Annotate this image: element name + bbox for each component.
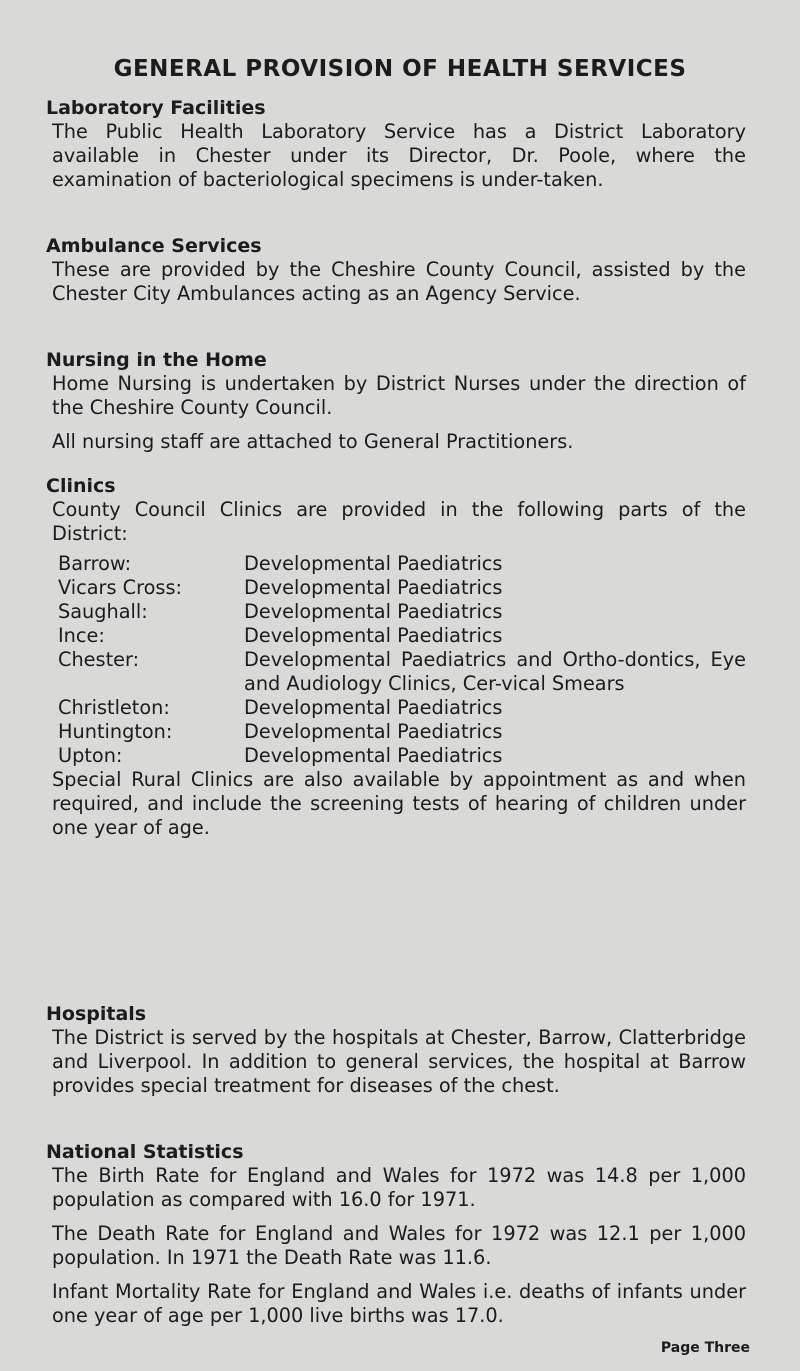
statistics-heading: National Statistics [46, 1141, 244, 1163]
clinic-place: Barrow: [58, 552, 132, 575]
laboratory-text: The Public Health Laboratory Service has a District Laboratory available in Chester under its Director, Dr. Poole, where the examination of bacteriological specimens is under-taken. [52, 120, 746, 191]
hospitals-text: The District is served by the hospitals at Chester, Barrow, Clatterbridge and Liverpool. In addition to general services, the hospital at Barrow provides special treatment for diseases of the chest. [52, 1026, 746, 1097]
clinic-desc: Developmental Paediatrics [244, 576, 503, 599]
clinic-place: Ince: [58, 624, 105, 647]
clinic-row [46, 720, 746, 744]
clinic-row [46, 744, 746, 768]
page-title: GENERAL PROVISION OF HEALTH SERVICES [113, 56, 687, 82]
laboratory-heading: Laboratory Facilities [46, 97, 266, 119]
clinic-row [46, 648, 746, 696]
clinic-desc: Developmental Paediatrics [244, 552, 503, 575]
statistics-text-2: The Death Rate for England and Wales for 1972 was 12.1 per 1,000 population. In 1971 the Death Rate was 11.6. [52, 1222, 746, 1269]
clinic-place: Upton: [58, 744, 123, 767]
clinic-place: Vicars Cross: [58, 576, 182, 599]
clinic-row [46, 600, 746, 624]
clinic-row [46, 696, 746, 720]
clinics-intro: County Council Clinics are provided in the following parts of the District: [52, 498, 746, 545]
clinic-place: Chester: [58, 648, 140, 671]
clinics-outro: Special Rural Clinics are also available by appointment as and when required, and include the screening tests of hearing of children under one year of age. [52, 768, 746, 839]
clinics-section [46, 474, 746, 840]
clinics-heading: Clinics [46, 475, 116, 497]
clinic-place: Christleton: [58, 696, 170, 719]
hospitals-heading: Hospitals [46, 1003, 147, 1025]
clinic-row [46, 552, 746, 576]
ambulance-section [46, 234, 746, 306]
clinics-list [46, 552, 746, 768]
nursing-heading: Nursing in the Home [46, 349, 267, 371]
clinic-desc: Developmental Paediatrics [244, 744, 503, 767]
ambulance-heading: Ambulance Services [46, 235, 262, 257]
statistics-text-1: The Birth Rate for England and Wales for 1972 was 14.8 per 1,000 population as compared with 16.0 for 1971. [52, 1164, 746, 1211]
statistics-text-3: Infant Mortality Rate for England and Wales i.e. deaths of infants under one year of age per 1,000 live births was 17.0. [52, 1280, 746, 1327]
nursing-text-2: All nursing staff are attached to General Practitioners. [52, 430, 574, 453]
clinic-desc: Developmental Paediatrics [244, 624, 503, 647]
clinic-place: Saughall: [58, 600, 148, 623]
clinic-row [46, 624, 746, 648]
statistics-section [46, 1140, 746, 1328]
clinic-desc: Developmental Paediatrics [244, 600, 503, 623]
nursing-section [46, 348, 746, 454]
clinic-desc: Developmental Paediatrics [244, 720, 503, 743]
ambulance-text: These are provided by the Cheshire County Council, assisted by the Chester City Ambulances acting as an Agency Service. [52, 258, 746, 305]
nursing-text-1: Home Nursing is undertaken by District Nurses under the direction of the Cheshire County Council. [52, 372, 746, 419]
laboratory-section [46, 96, 746, 192]
clinic-row [46, 576, 746, 600]
clinic-place: Huntington: [58, 720, 173, 743]
clinic-desc: Developmental Paediatrics [244, 696, 503, 719]
page-number: Page Three [660, 1340, 750, 1356]
clinic-desc: Developmental Paediatrics and Ortho-dontics, Eye and Audiology Clinics, Cer-vical Smears [244, 648, 746, 695]
hospitals-section [46, 1002, 746, 1098]
